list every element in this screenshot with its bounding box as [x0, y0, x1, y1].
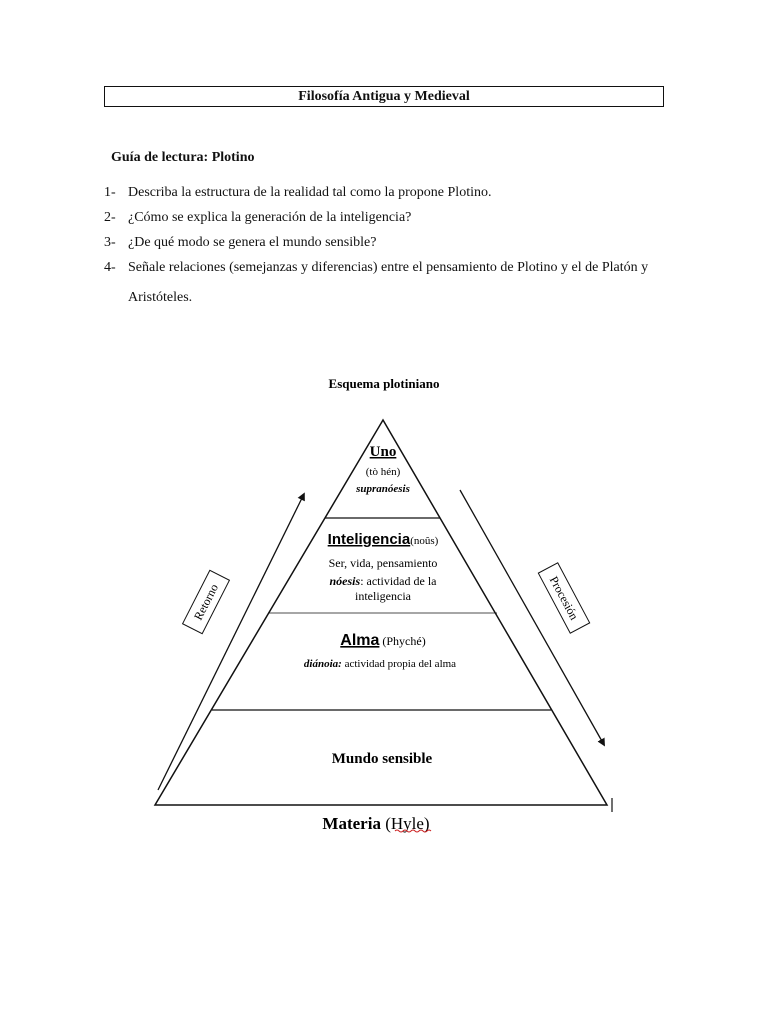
level-alma-term: diánoia:: [303, 658, 342, 670]
level-alma-greek: (Phyché): [379, 634, 426, 648]
level-alma-line: [304, 658, 456, 670]
level-inteligencia-line1: Ser, vida, pensamiento: [328, 556, 438, 570]
question-number: 2-: [104, 210, 116, 225]
level-alma-heading: [340, 632, 425, 649]
level-alma-desc: actividad propia del alma: [341, 658, 457, 670]
question-text: Señale relaciones (semejanzas y diferencias) entre el pensamiento de Plotino y el de Platón y Aristóteles.: [128, 260, 649, 305]
level-uno-term: supranóesis: [356, 483, 410, 495]
diagram-title: Esquema plotiniano: [328, 376, 440, 391]
question-number: 4-: [104, 260, 116, 275]
level-inteligencia-term: nóesis: [329, 574, 361, 588]
retorno-box: [183, 570, 230, 633]
level-inteligencia-line2-wrap: [330, 574, 438, 588]
level-inteligencia-heading: [328, 531, 439, 548]
question-number: 3-: [104, 235, 116, 250]
retorno-label: Retorno: [190, 581, 222, 623]
question-text: ¿De qué modo se genera el mundo sensible?: [128, 235, 377, 250]
question-text: ¿Cómo se explica la generación de la inteligencia?: [128, 210, 412, 225]
level-uno-greek: (tò hén): [365, 466, 401, 478]
level-inteligencia-line3: inteligencia: [355, 589, 411, 603]
level-inteligencia-greek: (noûs): [410, 535, 439, 547]
question-number: 1-: [104, 185, 116, 200]
level-mundo-sensible: Mundo sensible: [331, 751, 433, 767]
procesion-label: Procesión: [546, 573, 582, 623]
level-uno-name: Uno: [369, 444, 397, 460]
guide-title: Guía de lectura: Plotino: [111, 150, 255, 165]
procesion-box: [538, 563, 589, 633]
retorno-arrow: [158, 496, 303, 790]
materia-name: Materia: [322, 814, 386, 833]
materia-greek: (Hyle): [385, 814, 430, 833]
course-title: Filosofía Antigua y Medieval: [104, 86, 664, 107]
level-alma-name: Alma: [340, 632, 380, 649]
level-inteligencia-name: Inteligencia: [327, 531, 411, 548]
level-inteligencia-line2: : actividad de la: [360, 574, 437, 588]
question-text: Describa la estructura de la realidad tal como la propone Plotino.: [128, 185, 492, 200]
